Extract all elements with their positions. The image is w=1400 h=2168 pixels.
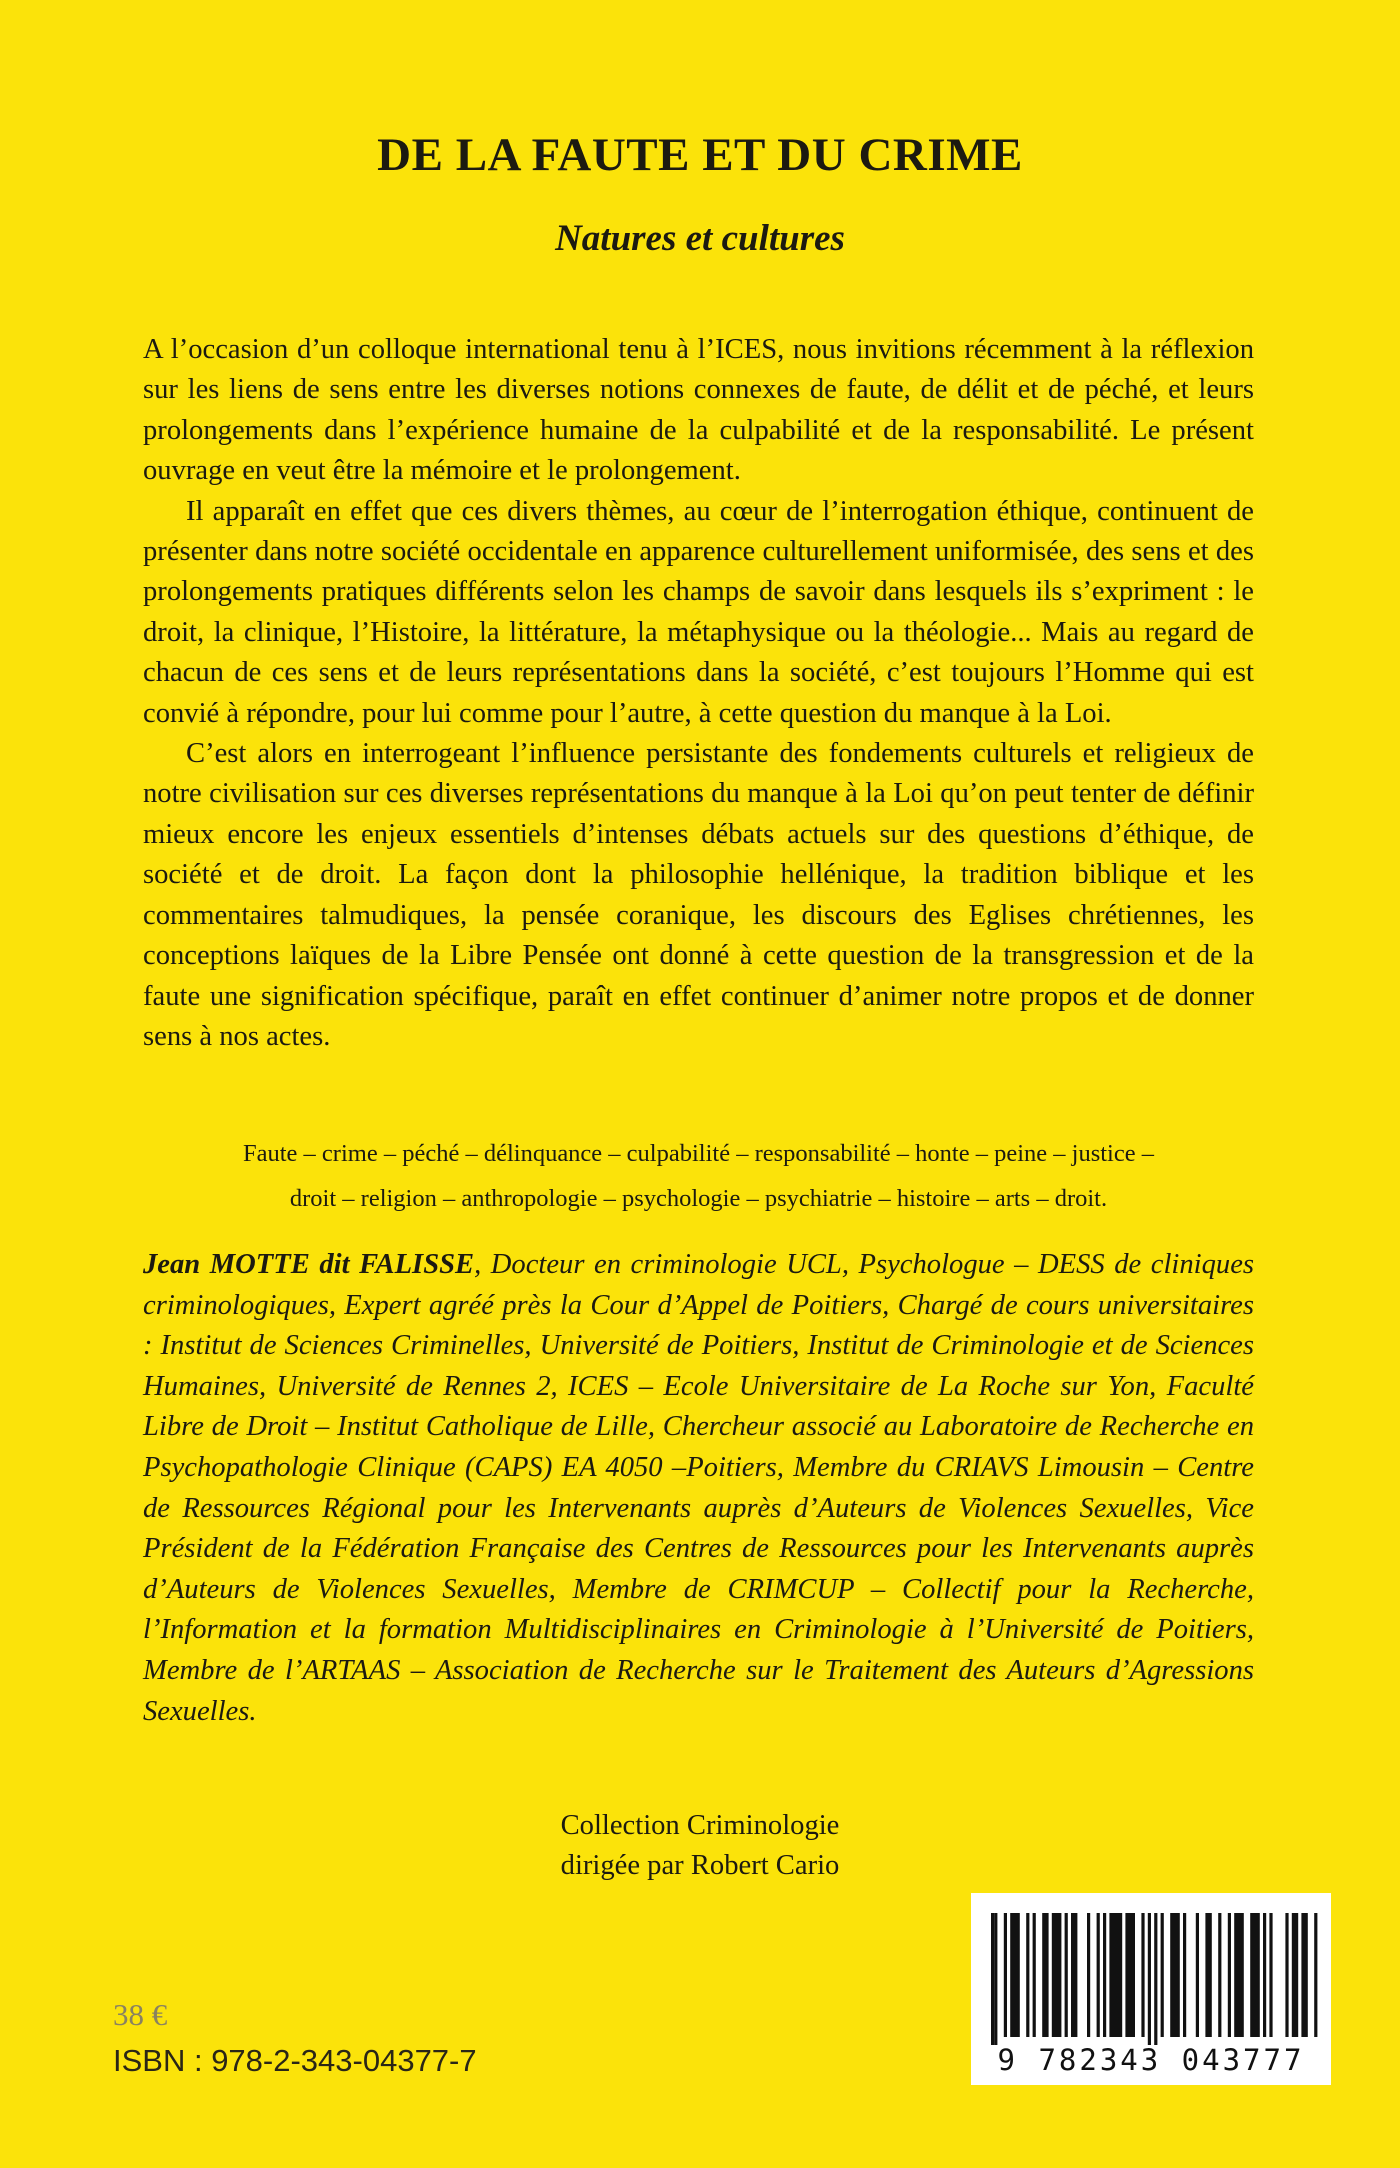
- barcode-bar: [1065, 1913, 1068, 2037]
- summary-paragraph: A l’occasion d’un colloque international tenu à l’ICES, nous invitions récemment à la réflexion sur les liens de sens entre les diverses notions connexes de faute, de délit et de péché, et leurs prolongements dans l’expérience humaine de la culpabilité et de la responsabilité. Le présent ouvrage en veut être la mémoire et le prolongement.: [143, 334, 1254, 487]
- author-bio-text: , Docteur en criminologie UCL, Psychologue – DESS de cliniques criminologiques, Expert agréé près la Cour d’Appel de Poitiers, Chargé de cours universitaires : Institut de Sciences Criminelles, Université de Poitiers, Institut de Criminologie et de Sciences Humaines, Université de Rennes 2, ICES – Ecole Universitaire de La Roche sur Yon, Faculté Libre de Droit – Institut Catholique de Lille, Chercheur associé au Laboratoire de Recherche en Psychopathologie Clinique (CAPS) EA 4050 –Poitiers, Membre du CRIAVS Limousin – Centre de Ressources Régional pour les Intervenants auprès d’Auteurs de Violences Sexuelles, Vice Président de la Fédération Française des Centres de Ressources pour les Intervenants auprès d’Auteurs de Violences Sexuelles, Membre de CRIMCUP – Collectif pour la Recherche, l’Information et la formation Multidisciplinaires en Criminologie à l’Université de Poitiers, Membre de l’ARTAAS – Association de Recherche sur le Traitement des Auteurs d’Agressions Sexuelles.: [143, 1249, 1255, 1727]
- barcode-bar: [1103, 1913, 1106, 2037]
- barcode-bar: [1314, 1913, 1317, 2037]
- barcode: [971, 1893, 1331, 2085]
- author-bio: [143, 1245, 1254, 1732]
- keywords-line: droit – religion – anthropologie – psychologie – psychiatrie – histoire – arts – droit.: [289, 1185, 1108, 1212]
- barcode-bar: [1125, 1913, 1135, 2037]
- keywords: [143, 1131, 1254, 1221]
- barcode-bar: [1109, 1913, 1122, 2037]
- barcode-bar: [1010, 1913, 1020, 2037]
- barcode-bar: [1141, 1913, 1144, 2037]
- barcode-bar: [1301, 1913, 1307, 2037]
- barcode-bar: [1148, 1913, 1151, 2045]
- collection-info: [0, 1806, 1400, 1886]
- barcode-bar: [994, 1913, 997, 2045]
- author-name: Jean MOTTE dit FALISSE: [143, 1249, 475, 1280]
- keywords-line: Faute – crime – péché – délinquance – culpabilité – responsabilité – honte – peine – justice –: [243, 1140, 1154, 1167]
- barcode-bar: [1154, 1913, 1157, 2045]
- barcode-bar: [1205, 1913, 1211, 2037]
- barcode-bar: [1228, 1913, 1231, 2037]
- collection-director: dirigée par Robert Cario: [560, 1850, 840, 1881]
- book-title: DE LA FAUTE ET DU CRIME: [377, 129, 1023, 181]
- barcode-bar: [1170, 1913, 1180, 2037]
- barcode-bar: [991, 1913, 994, 2045]
- barcode-bar: [1263, 1913, 1266, 2037]
- barcode-bar: [1161, 1913, 1164, 2037]
- barcode-bar: [1087, 1913, 1090, 2037]
- price: 38 €: [113, 1997, 168, 2032]
- barcode-bar: [1042, 1913, 1048, 2037]
- barcode-bar: [1218, 1913, 1221, 2037]
- isbn: ISBN : 978-2-343-04377-7: [113, 2043, 477, 2078]
- summary-paragraph: C’est alors en interrogeant l’influence persistante des fondements culturels et religieux de notre civilisation sur ces diverses représentations du manque à la Loi qu’on peut tenter de définir mieux encore les enjeux essentiels d’intenses débats actuels sur des questions d’éthique, de société et de droit. La façon dont la philosophie hellénique, la tradition biblique et les commentaires talmudiques, la pensée coranique, les discours des Eglises chrétiennes, les conceptions laïques de la Libre Pensée ont donné à cette question de la transgression et de la faute une signification spécifique, paraît en effet continuer d’animer notre propos et de donner sens à nos actes.: [143, 738, 1254, 1052]
- barcode-bar: [1285, 1913, 1288, 2037]
- barcode-bar: [1026, 1913, 1029, 2037]
- barcode-bar: [1004, 1913, 1007, 2037]
- barcode-bar: [1183, 1913, 1186, 2037]
- book-subtitle: Natures et cultures: [555, 218, 845, 259]
- barcode-bar: [1234, 1913, 1244, 2037]
- barcode-bar: [1097, 1913, 1100, 2037]
- barcode-bar: [1269, 1913, 1272, 2037]
- barcode-digits: 9 782343 043777: [997, 2043, 1305, 2077]
- barcode-bar: [1071, 1913, 1077, 2037]
- summary-paragraph: Il apparaît en effet que ces divers thèmes, au cœur de l’interrogation éthique, continuent de présenter dans notre société occidentale en apparence culturellement uniformisée, des sens et des prolongements pratiques différents selon les champs de savoir dans lesquels ils s’expriment : le droit, la clinique, l’Histoire, la littérature, la métaphysique ou la théologie... Mais au regard de chacun de ces sens et de leurs représentations dans la société, c’est toujours l’Homme qui est convié à répondre, pour lui comme pour l’autre, à cette question du manque à la Loi.: [143, 495, 1254, 729]
- summary: [143, 330, 1254, 1057]
- barcode-bar: [1250, 1913, 1260, 2037]
- collection-name: Collection Criminologie: [560, 1810, 840, 1841]
- barcode-bar: [1292, 1913, 1298, 2037]
- barcode-bar: [1052, 1913, 1062, 2037]
- barcode-bar: [1196, 1913, 1199, 2037]
- barcode-bar: [1033, 1913, 1036, 2037]
